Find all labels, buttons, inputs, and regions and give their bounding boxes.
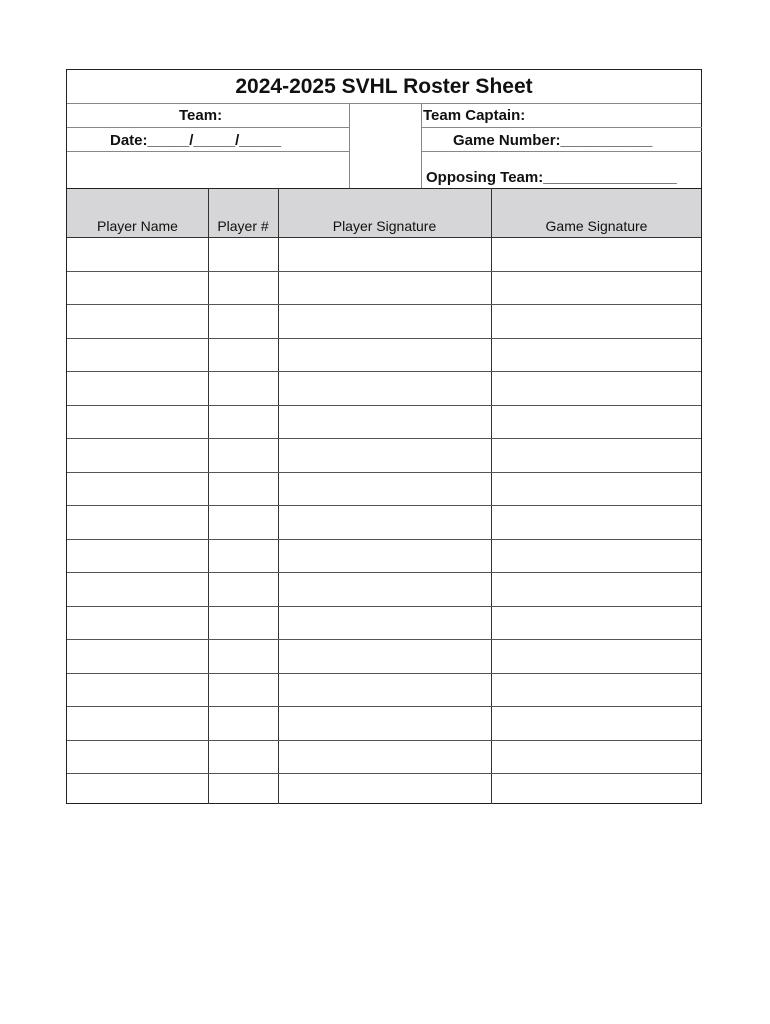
table-row[interactable] xyxy=(67,706,701,707)
date-label: Date:_____/_____/_____ xyxy=(110,132,281,149)
table-row[interactable] xyxy=(67,438,701,439)
table-row[interactable] xyxy=(67,271,701,272)
team-label: Team: xyxy=(179,107,223,124)
header-line xyxy=(67,151,349,152)
table-row[interactable] xyxy=(67,539,701,540)
roster-sheet xyxy=(66,69,702,804)
column-divider xyxy=(208,188,209,804)
table-row[interactable] xyxy=(67,572,701,573)
opposing-team-label: Opposing Team:________________ xyxy=(426,169,677,186)
header-line xyxy=(67,127,349,128)
team-captain-label: Team Captain: xyxy=(423,107,526,124)
column-header-game-signature: Game Signature xyxy=(545,218,648,234)
column-header-player-name: Player Name xyxy=(97,218,178,234)
table-row[interactable] xyxy=(67,740,701,741)
game-number-label: Game Number:___________ xyxy=(453,132,653,149)
table-row[interactable] xyxy=(67,472,701,473)
table-row[interactable] xyxy=(67,338,701,339)
header-line xyxy=(421,151,702,152)
table-row[interactable] xyxy=(67,639,701,640)
table-row[interactable] xyxy=(67,505,701,506)
table-row[interactable] xyxy=(67,673,701,674)
column-divider xyxy=(491,188,492,804)
table-row[interactable] xyxy=(67,606,701,607)
column-header-player-number: Player # xyxy=(217,218,269,234)
table-row[interactable] xyxy=(67,304,701,305)
sheet-title: 2024-2025 SVHL Roster Sheet xyxy=(67,70,701,104)
header-line xyxy=(421,127,702,128)
table-row[interactable] xyxy=(67,773,701,774)
table-row[interactable] xyxy=(67,371,701,372)
column-header-player-signature: Player Signature xyxy=(332,218,437,234)
table-row[interactable] xyxy=(67,405,701,406)
header-divider-left xyxy=(349,103,350,189)
column-divider xyxy=(278,188,279,804)
header-divider-right xyxy=(421,103,422,189)
